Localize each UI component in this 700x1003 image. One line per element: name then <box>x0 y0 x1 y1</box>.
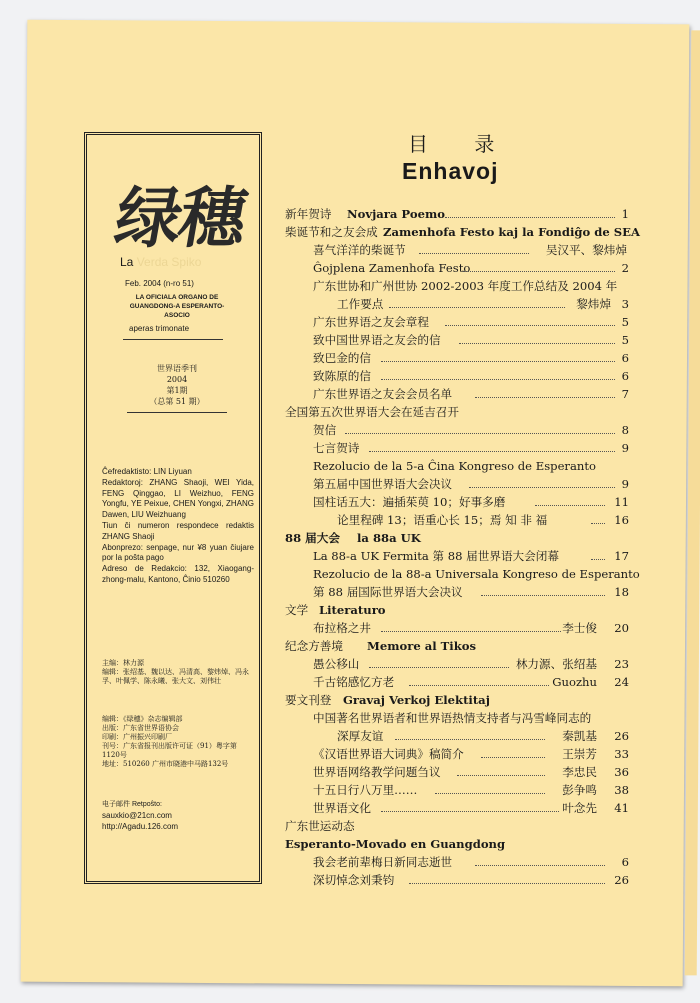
masthead-subtitle: La Verda Spiko <box>120 255 202 269</box>
staff-list: Ĉefredaktisto: LIN Liyuan Redaktoroj: ZHANG Shaoji, WEI Yida, FENG Qinggao, LI Weizhuo, FENG Yongfu, YE Peixue, CHEN Yongxi, ZHANG Dawen, LIU Weizhuang Tiun ĉi numeron respondece redaktis ZHANG Shaoji Abonprezo: senpage, nur ¥8 yuan ĉiujare por la poŝta pago Adreso de Redakcio: 132, Xiaogang-zhong-malu, Kantono, Ĉinio 510260 <box>102 467 254 584</box>
issue-number: Feb. 2004 (n-ro 51) <box>125 279 194 288</box>
frequency: aperas trimonate <box>129 324 190 333</box>
publishing-info: 编辑：《绿穗》杂志编辑部 出版：广东省世界语协会 印刷：广州振兴印刷厂 刊号：广东省报刊出版许可证（91）粤字第1120号 地址：510260 广州市晓港中马路132号 <box>102 715 237 768</box>
contact-info: 电子邮件 Retpoŝto: sauxkio@21cn.com http://Agadu.126.com <box>102 799 252 832</box>
toc-heading-cn: 目 录 <box>408 132 515 156</box>
web-link[interactable]: http://Agadu.126.com <box>102 822 179 831</box>
official-organ: LA OFICIALA ORGANO DE GUANGDONG-A ESPERANTO-ASOCIO <box>129 294 225 319</box>
masthead-box <box>84 132 262 884</box>
email-link[interactable]: sauxkio@21cn.com <box>102 811 172 820</box>
divider <box>123 339 223 340</box>
masthead-title: 绿穗 <box>109 179 251 257</box>
toc-heading-eo: Enhavoj <box>402 158 499 184</box>
editors-cn: 主编：林力源 编辑：张绍基、魏以达、冯清高、黎炜焯、冯永孚、叶佩学、陈永曦、张大文、刘伟壮 <box>102 659 249 685</box>
cn-issue-block: 世界语季刊 2004 第1期 （总第 51 期） <box>149 364 205 406</box>
divider <box>127 412 227 413</box>
